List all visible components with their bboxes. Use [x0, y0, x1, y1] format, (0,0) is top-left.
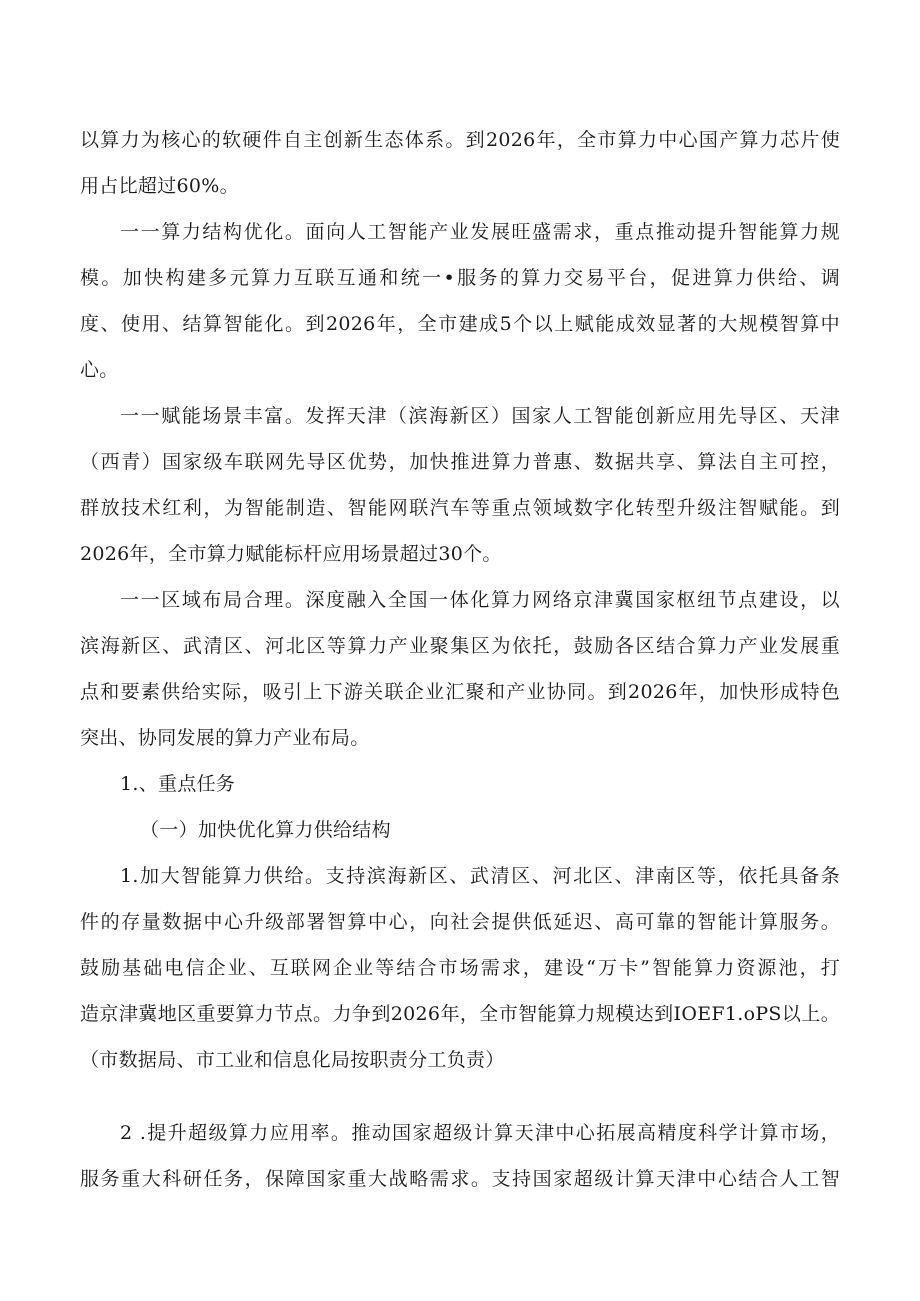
text-line-23: 服务重大科研任务，保障国家重大战略需求。支持国家超级计算天津中心结合人工智 [80, 1168, 840, 1190]
text-line-14: 突出、协同发展的算力产业布局。 [80, 727, 370, 749]
text-line-5: 度、使用、结算智能化。到2026年，全市建成5个以上赋能成效显著的大规模智算中 [80, 313, 840, 335]
text-line-8: （西青）国家级车联网先导区优势，加快推进算力普惠、数据共享、算法自主可控， [80, 451, 840, 473]
text-line-20: 造京津冀地区重要算力节点。力争到2026年，全市智能算力规模达到IOEF1.oPS以上。 [80, 1003, 840, 1025]
text-line-18: 件的存量数据中心升级部署智算中心，向社会提供低延迟、高可靠的智能计算服务。 [80, 911, 840, 933]
text-line-4: 模。加快构建多元算力互联互通和统一•服务的算力交易平台，促进算力供给、调 [80, 267, 840, 289]
section-heading: 1.、重点任务 [120, 773, 236, 795]
text-line-10: 2026年，全市算力赋能标杆应用场景超过30个。 [80, 543, 502, 565]
text-line-2: 用占比超过60%。 [80, 175, 239, 197]
text-line-3: 一一算力结构优化。面向人工智能产业发展旺盛需求，重点推动提升智能算力规 [120, 221, 840, 243]
text-line-22: 2 .提升超级算力应用率。推动国家超级计算天津中心拓展高精度科学计算市场， [120, 1122, 840, 1144]
text-line-17: 1.加大智能算力供给。支持滨海新区、武清区、河北区、津南区等，依托具备条 [120, 865, 840, 887]
subsection-heading: （一）加快优化算力供给结构 [140, 819, 391, 841]
text-line-13: 点和要素供给实际，吸引上下游关联企业汇聚和产业协同。到2026年，加快形成特色 [80, 681, 840, 703]
text-line-9: 群放技术红利，为智能制造、智能网联汽车等重点领域数字化转型升级注智赋能。到 [80, 497, 840, 519]
text-line-12: 滨海新区、武清区、河北区等算力产业聚集区为依托，鼓励各区结合算力产业发展重 [80, 635, 840, 657]
text-line-6: 心。 [80, 359, 119, 381]
text-line-19: 鼓励基础电信企业、互联网企业等结合市场需求，建设“万卡”智能算力资源池，打 [80, 957, 840, 979]
text-line-7: 一一赋能场景丰富。发挥天津（滨海新区）国家人工智能创新应用先导区、天津 [120, 405, 840, 427]
text-line-11: 一一区域布局合理。深度融入全国一体化算力网络京津冀国家枢纽节点建设，以 [120, 589, 840, 611]
text-line-1: 以算力为核心的软硬件自主创新生态体系。到2026年，全市算力中心国产算力芯片使 [80, 129, 840, 151]
text-line-21: （市数据局、市工业和信息化局按职责分工负责） [80, 1049, 505, 1071]
